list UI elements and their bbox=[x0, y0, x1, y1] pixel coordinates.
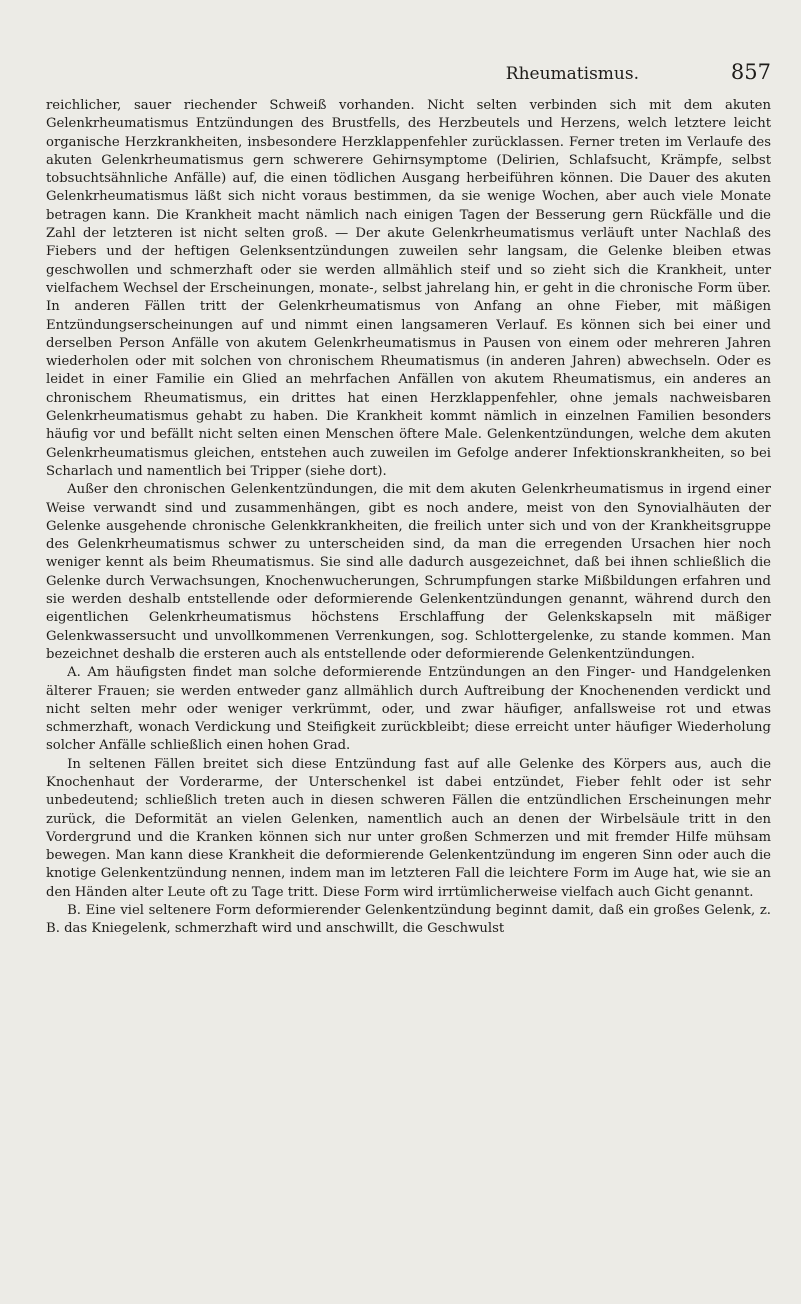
running-title: Rheumatismus. bbox=[505, 64, 639, 84]
page-number: 857 bbox=[730, 60, 771, 84]
paragraph: In seltenen Fällen breitet sich diese Entzündung fast auf alle Gelenke des Körpers aus, auch die Knochenhaut der Vorderarme, der Unterschenkel ist dabei entzündet, Fieber fehlt oder ist sehr unbedeutend; schließlich treten auch in diesen schweren Fällen die entzündlichen Erscheinungen mehr zurück, die Deformität an vielen Gelenken, namentlich auch an denen der Wirbelsäule tritt in den Vordergrund und die Kranken können sich nur unter großen Schmerzen und mit fremder Hilfe mühsam bewegen. Man kann diese Krankheit die deformierende Gelenkentzündung im engeren Sinn oder auch die knotige Gelenkentzündung nennen, indem man im letzteren Fall die leichtere Form im Auge hat, wie sie an den Händen alter Leute oft zu Tage tritt. Diese Form wird irrtümlicherweise vielfach auch Gicht genannt. bbox=[46, 756, 771, 900]
paragraph: reichlicher, sauer riechender Schweiß vorhanden. Nicht selten verbinden sich mit dem akuten Gelenkrheumatismus Entzündungen des Brustfells, des Herzbeutels und Herzens, welch letztere leicht organische Herzkrankheiten, insbesondere Herzklappenfehler zurücklassen. Ferner treten im Verlaufe des akuten Gelenkrheumatismus gern schwerere Gehirnsymptome (Delirien, Schlafsucht, Krämpfe, selbst tobsuchtsähnliche Anfälle) auf, die einen tödlichen Ausgang herbeiführen können. Die Dauer des akuten Gelenkrheumatismus läßt sich nicht voraus bestimmen, da sie wenige Wochen, aber auch viele Monate betragen kann. Die Krankheit macht nämlich nach einigen Tagen der Besserung gern Rückfälle und die Zahl der letzteren ist nicht selten groß. — Der akute Gelenkrheumatismus verläuft unter Nachlaß des Fiebers und der heftigen Gelenksentzündungen zuweilen sehr langsam, die Gelenke bleiben etwas geschwollen und schmerzhaft oder sie werden allmählich steif und so zieht sich die Krankheit, unter vielfachem Wechsel der Erscheinungen, monate-, selbst jahrelang hin, er geht in die chronische Form über. In anderen Fällen tritt der Gelenkrheumatismus von Anfang an ohne Fieber, mit mäßigen Entzündungserscheinungen auf und nimmt einen langsameren Verlauf. Es können sich bei einer und derselben Person Anfälle von akutem Gelenkrheumatismus in Pausen von einem oder mehreren Jahren wiederholen oder mit solchen von chronischem Rheumatismus (in anderen Jahren) abwechseln. Oder es leidet in einer Familie ein Glied an mehrfachen Anfällen von akutem Rheumatismus, ein anderes an chronischem Rheumatismus, ein drittes hat einen Herzklappenfehler, ohne jemals nachweisbaren Gelenkrheumatismus gehabt zu haben. Die Krankheit kommt nämlich in einzelnen Familien besonders häufig vor und befällt nicht selten einen Menschen öftere Male. Gelenkentzündungen, welche dem akuten Gelenkrheumatismus gleichen, entstehen auch zuweilen im Gefolge anderer Infektionskrankheiten, so bei Scharlach und namentlich bei Tripper (siehe dort). bbox=[46, 98, 771, 479]
paragraph: B. Eine viel seltenere Form deformierender Gelenkentzündung beginnt damit, daß ein großes Gelenk, z. B. das Kniegelenk, schmerzhaft wird und anschwillt, die Geschwulst bbox=[46, 903, 771, 937]
paragraph: A. Am häufigsten findet man solche deformierende Entzündungen an den Finger- und Handgelenken älterer Frauen; sie werden entweder ganz allmählich durch Auftreibung der Knochenenden verdickt und nicht selten mehr oder weniger verkrümmt, oder, und zwar häufiger, anfallsweise rot und etwas schmerzhaft, wonach Verdickung und Steifigkeit zurückbleibt; diese erreicht unter häufiger Wiederholung solcher Anfälle schließlich einen hohen Grad. bbox=[46, 665, 771, 754]
body-text bbox=[46, 97, 771, 939]
page-header bbox=[46, 60, 771, 90]
paragraph: Außer den chronischen Gelenkentzündungen, die mit dem akuten Gelenkrheumatismus in irgend einer Weise verwandt sind und zusammenhängen, gibt es noch andere, meist von den Synovialhäuten der Gelenke ausgehende chronische Gelenkkrankheiten, die freilich unter sich und von der Krankheitsgruppe des Gelenkrheumatismus schwer zu unterscheiden sind, da man die erregenden Ursachen hier noch weniger kennt als beim Rheumatismus. Sie sind alle dadurch ausgezeichnet, daß bei ihnen schließlich die Gelenke durch Verwachsungen, Knochenwucherungen, Schrumpfungen starke Mißbildungen erfahren und sie werden deshalb entstellende oder deformierende Gelenkentzündungen genannt, während durch den eigentlichen Gelenkrheumatismus höchstens Erschlaffung der Gelenkskapseln mit mäßiger Gelenkwassersucht und unvollkommenen Verrenkungen, sog. Schlottergelenke, zu stande kommen. Man bezeichnet deshalb die ersteren auch als entstellende oder deformierende Gelenkentzündungen. bbox=[46, 482, 771, 662]
